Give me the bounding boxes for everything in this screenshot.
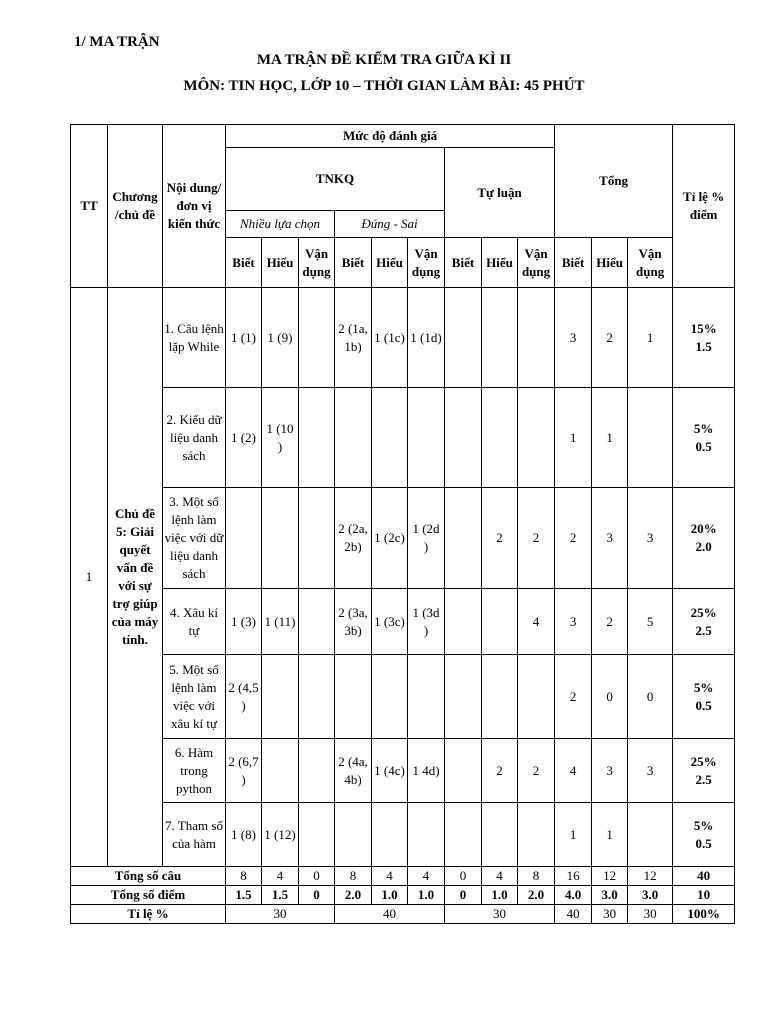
document-title: MA TRẬN ĐỀ KIỂM TRA GIỮA KÌ II: [256, 52, 512, 68]
header-chuong: Chương /chủ đề: [108, 125, 163, 288]
count-cell: [299, 589, 335, 655]
count-cell: [482, 388, 518, 488]
count-cell: [445, 739, 482, 803]
ratio-percent: 5%: [693, 817, 714, 833]
count-cell: 4: [518, 589, 555, 655]
count-cell: 2 (3a, 3b): [335, 589, 372, 655]
header-level: Biết: [335, 238, 372, 288]
ratio-percent: 5%: [693, 420, 714, 436]
totals-cell: 30: [226, 905, 335, 924]
count-cell: 3: [555, 288, 592, 388]
totals-row: [71, 886, 735, 905]
count-cell: [226, 488, 262, 589]
ratio-percent: 20%: [690, 521, 717, 536]
table-row: [71, 388, 735, 488]
count-cell: 2 (2a, 2b): [335, 488, 372, 589]
totals-label: Tỉ lệ %: [71, 905, 226, 924]
count-cell: [262, 739, 299, 803]
table-row: [71, 488, 735, 589]
count-cell: 1 (12): [262, 803, 299, 867]
totals-cell: 1.5: [262, 886, 299, 905]
totals-cell: 8: [335, 867, 372, 886]
count-cell: [299, 803, 335, 867]
topic-name: Chủ đề 5: Giải quyết vấn đề với sự trợ giúp của máy tính.: [108, 288, 163, 867]
count-cell: 1: [555, 388, 592, 488]
ratio-cell: [673, 803, 735, 867]
count-cell: 1 (2c): [372, 488, 408, 589]
count-cell: 1 (2d ): [408, 488, 445, 589]
count-cell: [335, 388, 372, 488]
count-cell: [372, 655, 408, 739]
header-tnkq: TNKQ: [226, 148, 445, 211]
count-cell: [335, 803, 372, 867]
totals-label: Tổng số điểm: [71, 886, 226, 905]
ratio-percent: 15%: [690, 320, 717, 336]
count-cell: [335, 655, 372, 739]
ratio-points: 0.5: [695, 438, 712, 454]
totals-cell: 1.0: [408, 886, 445, 905]
ratio-cell: [673, 739, 735, 803]
count-cell: [372, 803, 408, 867]
count-cell: [262, 655, 299, 739]
totals-cell: 2.0: [335, 886, 372, 905]
ratio-cell: [673, 488, 735, 589]
totals-label: Tổng số câu: [71, 867, 226, 886]
totals-cell: 3.0: [592, 886, 628, 905]
header-row-1: [71, 125, 735, 148]
ratio-points: 2.0: [695, 539, 712, 554]
header-tt: TT: [71, 125, 108, 288]
totals-cell: 10: [673, 886, 735, 905]
count-cell: [445, 288, 482, 388]
totals-cell: 4: [408, 867, 445, 886]
count-cell: [299, 655, 335, 739]
header-level: Biết: [445, 238, 482, 288]
count-cell: 1 (1c): [372, 288, 408, 388]
totals-cell: 4: [262, 867, 299, 886]
totals-cell: 30: [628, 905, 673, 924]
header-level: Biết: [555, 238, 592, 288]
count-cell: 2 (4,5 ): [226, 655, 262, 739]
count-cell: 2 (4a, 4b): [335, 739, 372, 803]
header-tuluan: Tự luận: [445, 148, 555, 238]
count-cell: 1 (9): [262, 288, 299, 388]
ratio-points: 2.5: [695, 771, 712, 787]
count-cell: [408, 655, 445, 739]
header-noidung: Nội dung/đơn vị kiến thức: [163, 125, 226, 288]
content-cell: 3. Một số lệnh làm việc với dữ liệu danh sách: [163, 488, 226, 589]
count-cell: [628, 388, 673, 488]
totals-cell: 40: [335, 905, 445, 924]
ratio-points: 2.5: [695, 622, 712, 638]
count-cell: [482, 589, 518, 655]
count-cell: [445, 655, 482, 739]
header-level: Vận dụng: [628, 238, 673, 288]
header-tong: Tổng: [555, 125, 673, 238]
totals-cell: 8: [226, 867, 262, 886]
content-cell: 7. Tham số của hàm: [163, 803, 226, 867]
totals-cell: 1.0: [372, 886, 408, 905]
count-cell: 2: [592, 589, 628, 655]
header-tile: Tỉ lệ % điểm: [673, 125, 735, 288]
topic-number: 1: [71, 288, 108, 867]
table-row: [71, 655, 735, 739]
count-cell: [299, 739, 335, 803]
header-mucdo: Mức độ đánh giá: [226, 125, 555, 148]
totals-cell: 2.0: [518, 886, 555, 905]
count-cell: 0: [592, 655, 628, 739]
count-cell: [628, 803, 673, 867]
count-cell: 3: [592, 488, 628, 589]
table-row: [71, 739, 735, 803]
count-cell: 2: [518, 739, 555, 803]
content-cell: 6. Hàm trong python: [163, 739, 226, 803]
content-cell: 4. Xâu kí tự: [163, 589, 226, 655]
ratio-percent: 25%: [690, 604, 717, 620]
count-cell: [518, 655, 555, 739]
ratio-percent: 25%: [690, 753, 717, 769]
totals-cell: 1.5: [226, 886, 262, 905]
count-cell: 1: [592, 803, 628, 867]
header-dungsai: Đúng - Sai: [335, 211, 445, 238]
totals-cell: 4: [482, 867, 518, 886]
ratio-points: 1.5: [695, 338, 712, 354]
totals-cell: 0: [299, 886, 335, 905]
count-cell: 3: [555, 589, 592, 655]
ratio-points: 0.5: [695, 835, 712, 851]
count-cell: [445, 488, 482, 589]
count-cell: 1 4d): [408, 739, 445, 803]
matrix-body: [71, 125, 735, 924]
totals-cell: 3.0: [628, 886, 673, 905]
header-level: Vận dụng: [518, 238, 555, 288]
ratio-cell: [673, 589, 735, 655]
count-cell: [445, 388, 482, 488]
count-cell: 1 (1): [226, 288, 262, 388]
count-cell: 1 (3d ): [408, 589, 445, 655]
count-cell: 1 (2): [226, 388, 262, 488]
count-cell: 2 (6,7 ): [226, 739, 262, 803]
totals-cell: 100%: [673, 905, 735, 924]
count-cell: 1: [555, 803, 592, 867]
table-row: [71, 288, 735, 388]
count-cell: [372, 388, 408, 488]
count-cell: 3: [628, 739, 673, 803]
count-cell: 1: [628, 288, 673, 388]
table-row: [71, 589, 735, 655]
count-cell: [482, 288, 518, 388]
count-cell: 1 (4c): [372, 739, 408, 803]
count-cell: [518, 388, 555, 488]
count-cell: 5: [628, 589, 673, 655]
totals-cell: 30: [592, 905, 628, 924]
count-cell: [299, 388, 335, 488]
count-cell: 1 (8): [226, 803, 262, 867]
count-cell: [408, 803, 445, 867]
count-cell: 3: [592, 739, 628, 803]
count-cell: [445, 589, 482, 655]
totals-cell: 12: [628, 867, 673, 886]
matrix-table: [70, 124, 735, 924]
totals-cell: 40: [555, 905, 592, 924]
count-cell: 2: [555, 655, 592, 739]
totals-cell: 0: [445, 886, 482, 905]
count-cell: 3: [628, 488, 673, 589]
count-cell: 1 (10 ): [262, 388, 299, 488]
count-cell: 2: [518, 488, 555, 589]
count-cell: 1 (3): [226, 589, 262, 655]
totals-cell: 4: [372, 867, 408, 886]
content-cell: 5. Một số lệnh làm việc với xâu kí tự: [163, 655, 226, 739]
totals-row: [71, 905, 735, 924]
totals-cell: 0: [299, 867, 335, 886]
count-cell: 2: [482, 739, 518, 803]
ratio-cell: [673, 655, 735, 739]
section-heading: 1/ MA TRẬN: [74, 34, 160, 50]
totals-cell: 40: [673, 867, 735, 886]
count-cell: 2: [555, 488, 592, 589]
ratio-percent: 5%: [693, 679, 714, 695]
totals-cell: 4.0: [555, 886, 592, 905]
header-nlc: Nhiều lựa chọn: [226, 211, 335, 238]
content-cell: 2. Kiểu dữ liệu danh sách: [163, 388, 226, 488]
totals-cell: 0: [445, 867, 482, 886]
count-cell: [482, 655, 518, 739]
count-cell: 2: [482, 488, 518, 589]
count-cell: 0: [628, 655, 673, 739]
ratio-cell: [673, 388, 735, 488]
count-cell: 2: [592, 288, 628, 388]
content-cell: 1. Câu lệnh lặp While: [163, 288, 226, 388]
totals-cell: 8: [518, 867, 555, 886]
header-level: Hiểu: [372, 238, 408, 288]
count-cell: 1 (3c): [372, 589, 408, 655]
totals-row: [71, 867, 735, 886]
count-cell: 1 (1d): [408, 288, 445, 388]
ratio-cell: [673, 288, 735, 388]
header-level: Hiểu: [592, 238, 628, 288]
count-cell: [518, 803, 555, 867]
count-cell: [445, 803, 482, 867]
count-cell: [262, 488, 299, 589]
totals-cell: 16: [555, 867, 592, 886]
count-cell: [518, 288, 555, 388]
count-cell: [408, 388, 445, 488]
header-level: Hiểu: [262, 238, 299, 288]
table-row: [71, 803, 735, 867]
document-subtitle: MÔN: TIN HỌC, LỚP 10 – THỜI GIAN LÀM BÀI: 45 PHÚT: [183, 78, 585, 94]
count-cell: 1 (11): [262, 589, 299, 655]
header-level: Vận dụng: [299, 238, 335, 288]
header-level: Vận dụng: [408, 238, 445, 288]
count-cell: 2 (1a, 1b): [335, 288, 372, 388]
totals-cell: 1.0: [482, 886, 518, 905]
count-cell: 1: [592, 388, 628, 488]
count-cell: [299, 488, 335, 589]
header-level: Hiểu: [482, 238, 518, 288]
header-level: Biết: [226, 238, 262, 288]
count-cell: [482, 803, 518, 867]
totals-cell: 12: [592, 867, 628, 886]
totals-cell: 30: [445, 905, 555, 924]
count-cell: 4: [555, 739, 592, 803]
ratio-points: 0.5: [695, 697, 712, 713]
count-cell: [299, 288, 335, 388]
